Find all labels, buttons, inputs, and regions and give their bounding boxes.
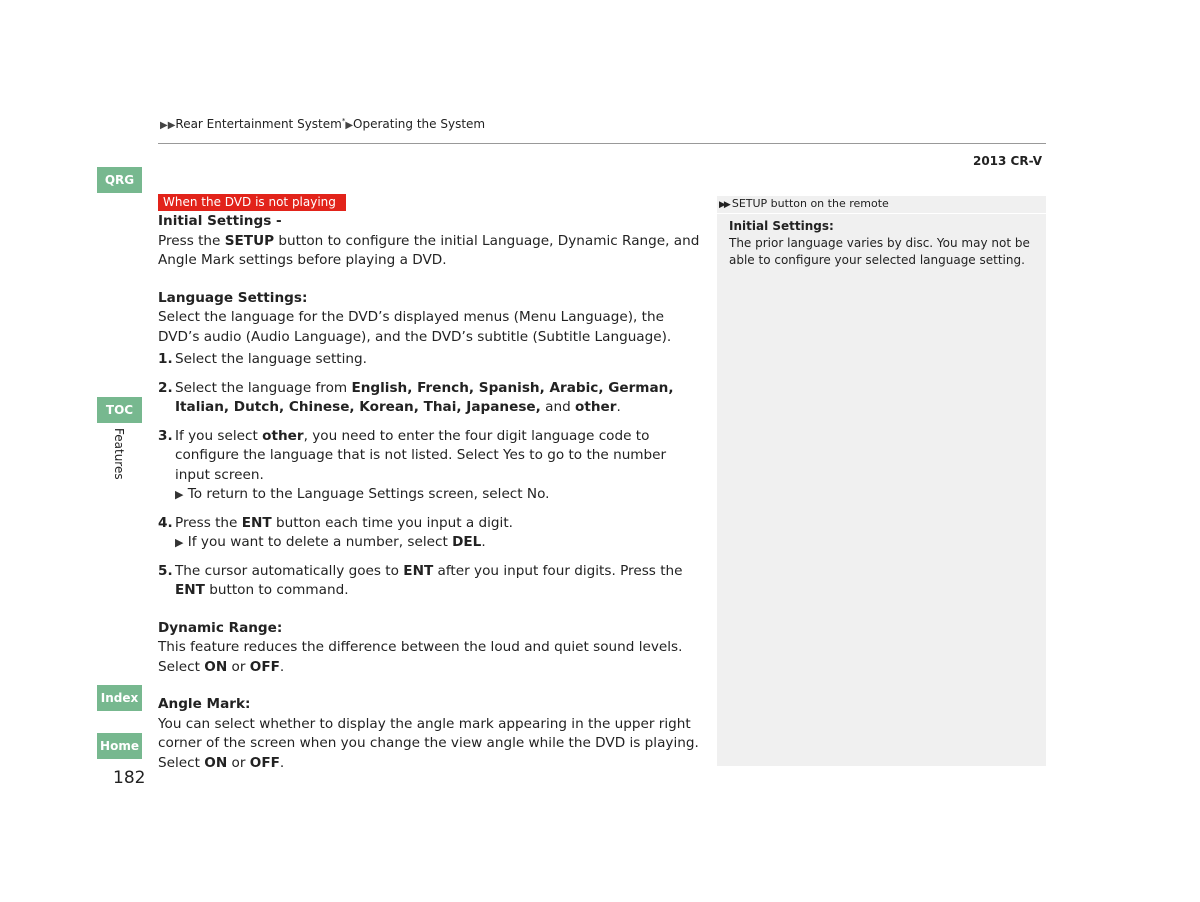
text-span: button each time you input a digit. [271,514,513,531]
breadcrumb [160,117,485,131]
off-keyword: OFF [249,658,280,675]
main-content [158,212,703,773]
double-chevron-icon: ▶▶ [719,200,729,210]
text-span: after you input four digits. Press the [433,562,683,579]
on-keyword: ON [204,658,228,675]
angle-mark-heading: Angle Mark: [158,696,251,712]
ent-keyword: ENT [241,514,272,531]
text-span: . [616,399,621,415]
note-body: The prior language varies by disc. You may not be able to configure your selected language setting. [729,236,1030,267]
note-panel-content [717,214,1046,269]
dynamic-range-text [158,638,703,677]
step-number: 4. [158,514,173,531]
off-keyword: OFF [249,754,280,771]
language-settings-text: Select the language for the DVD’s displayed menus (Menu Language), the DVD’s audio (Audio Language), and the DVD’s subtitle (Subtitle Language). [158,309,672,345]
text-span: This feature reduces the difference between the loud and quiet sound levels. Select [158,639,683,675]
note-panel-header [717,196,1046,214]
other-keyword: other [575,399,617,415]
step-number: 3. [158,427,173,444]
step-4 [158,514,703,553]
text-span: or [227,754,250,771]
note-title: Initial Settings: [729,219,834,233]
text-span: Press the [158,232,225,249]
arrow-icon: ▶ [175,488,184,501]
step-1 [158,350,703,370]
index-tab[interactable]: Index [97,685,142,711]
step-number: 2. [158,379,173,396]
step-number: 1. [158,351,173,367]
language-list: English, French, Spanish, Arabic, German, Italian, Dutch, Chinese, Korean, Thai, Japanese, [175,379,674,415]
text-span: Select the language from [175,379,352,396]
on-keyword: ON [204,754,228,771]
breadcrumb-link-operating[interactable]: Operating the System [353,117,486,131]
text-span: , you need to enter the four digit language code to configure the language that is not listed. Select Yes to go to the number input screen. [175,427,667,483]
angle-mark-text [158,715,703,774]
initial-settings-text [158,232,703,271]
setup-keyword: SETUP [224,232,275,249]
text-span: . [279,658,285,675]
other-keyword: other [262,427,304,444]
header-divider [158,143,1046,144]
section-label: Features [112,428,126,480]
arrow-icon: ▶ [345,120,354,131]
text-span: and [540,399,576,415]
step-text: Select the language setting. [175,351,367,367]
note-panel-header-text[interactable]: SETUP button on the remote [731,197,889,210]
text-span: The cursor automatically goes to [175,562,404,579]
text-span: button to configure the initial Language, Dynamic Range, and Angle Mark settings before playing a DVD. [158,232,700,268]
del-keyword: DEL [452,534,482,550]
text-span: Press the [175,514,242,531]
double-arrow-icon: ▶▶ [160,120,176,131]
text-span: . [481,534,486,550]
breadcrumb-link-rear-entertainment[interactable]: Rear Entertainment System [175,117,342,131]
step-note: To return to the Language Settings screen, select No. [187,486,550,502]
text-span: You can select whether to display the angle mark appearing in the upper right corner of the screen when you change the view angle while the DVD is playing. Select [158,715,699,771]
dynamic-range-heading: Dynamic Range: [158,619,283,636]
toc-tab[interactable]: TOC [97,397,142,423]
home-tab[interactable]: Home [97,733,142,759]
step-2 [158,379,703,418]
qrg-tab[interactable]: QRG [97,167,142,193]
model-name: 2013 CR-V [972,154,1042,168]
page-number: 182 [113,768,146,788]
condition-label: When the DVD is not playing [158,194,346,211]
ent-keyword: ENT [403,562,434,579]
step-note: If you want to delete a number, select [187,534,453,550]
text-span: or [227,658,250,675]
arrow-icon: ▶ [175,536,184,549]
language-settings-heading: Language Settings: [158,289,308,306]
step-number: 5. [158,562,173,579]
ent-keyword: ENT [175,582,205,598]
asterisk-marker: * [341,117,346,125]
text-span: . [279,754,285,771]
text-span: button to command. [204,582,349,598]
initial-settings-heading: Initial Settings - [158,213,282,229]
step-5 [158,562,703,601]
note-panel [717,196,1046,766]
step-3 [158,427,703,505]
text-span: If you select [175,427,263,444]
